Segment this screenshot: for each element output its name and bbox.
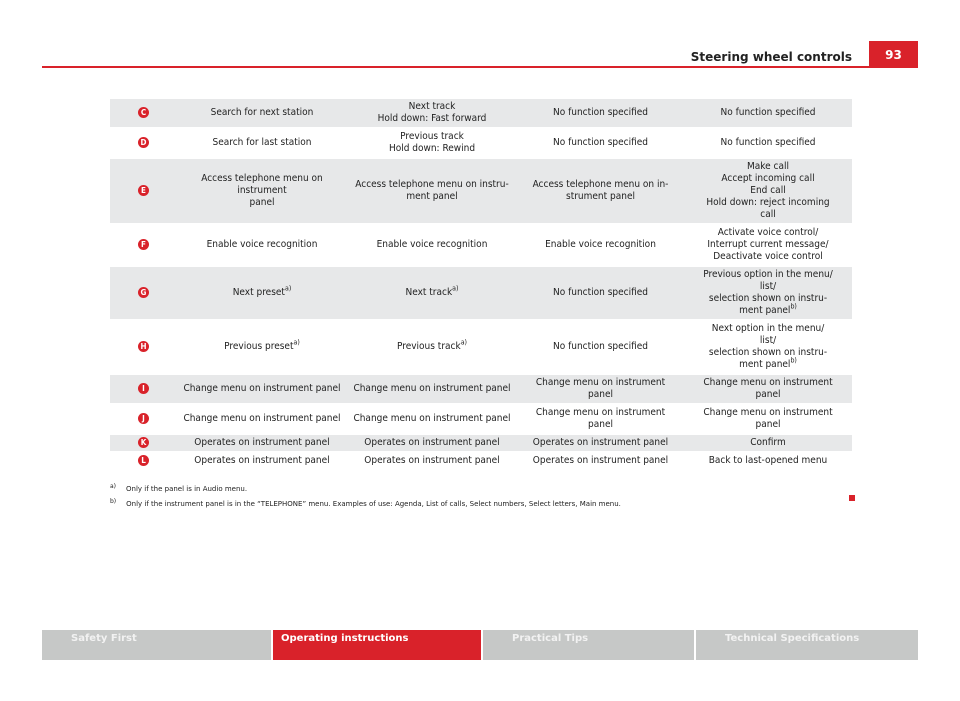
cell-line: Hold down: Fast forward — [377, 113, 487, 124]
cell-line: Search for last station — [212, 137, 312, 148]
cell-line: No function specified — [720, 107, 816, 118]
cell-line: No function specified — [553, 107, 648, 118]
table-cell — [177, 320, 347, 374]
cell-line: Access telephone menu on instrument — [201, 173, 323, 196]
key-cell — [110, 434, 177, 452]
cell-line: Back to last-opened menu — [708, 455, 828, 466]
table-cell — [684, 434, 852, 452]
table-cell — [177, 158, 347, 224]
cell-line: Operates on instrument panel — [532, 437, 669, 448]
cell-line: Operates on instrument panel — [194, 437, 330, 448]
cell-line: Access telephone menu on instru- — [355, 179, 509, 190]
key-badge-k: K — [138, 437, 149, 448]
cell-line: Change menu on instrument — [703, 407, 833, 418]
cell-line: panel — [588, 419, 613, 430]
key-badge-h: H — [138, 341, 149, 352]
cell-line: Next track — [408, 101, 456, 112]
table-cell — [517, 99, 684, 128]
table-cell — [177, 434, 347, 452]
table-cell — [517, 158, 684, 224]
cell-line: Next track — [405, 287, 453, 298]
cell-line: ment panel — [739, 359, 791, 370]
cell-line: Operates on instrument panel — [532, 455, 669, 466]
footnote-ref: a) — [293, 338, 300, 347]
cell-line: Change menu on instrument — [535, 407, 666, 418]
cell-line: Next preset — [232, 287, 285, 298]
footnote-text: Only if the panel is in Audio menu. — [126, 485, 248, 493]
footnote-ref: b) — [790, 302, 797, 311]
table-cell — [684, 404, 852, 434]
cell-line: panel — [249, 197, 275, 208]
table-cell — [684, 224, 852, 266]
table-cell — [347, 434, 517, 452]
table-cell — [347, 404, 517, 434]
key-cell — [110, 452, 177, 470]
cell-line: Change menu on instrument panel — [353, 413, 511, 424]
key-cell — [110, 320, 177, 374]
table-cell — [347, 452, 517, 470]
key-badge-j: J — [138, 413, 149, 424]
table-cell — [347, 158, 517, 224]
footnote-mark: b) — [110, 498, 117, 505]
table-row — [110, 128, 852, 158]
table-cell — [347, 374, 517, 404]
key-cell — [110, 128, 177, 158]
cell-line: Enable voice recognition — [206, 239, 318, 250]
table-row — [110, 434, 852, 452]
footer-tab-practical-tips[interactable]: Practical Tips — [483, 630, 694, 660]
table-row — [110, 404, 852, 434]
cell-line: Hold down: reject incoming — [706, 197, 830, 208]
cell-line: ment panel — [406, 191, 458, 202]
cell-line: panel — [755, 419, 781, 430]
key-badge-g: G — [138, 287, 149, 298]
footer-tab-safety-first[interactable]: Safety First — [42, 630, 271, 660]
table-cell — [684, 99, 852, 128]
page-header-title: Steering wheel controls — [690, 50, 852, 64]
cell-line: list/ — [759, 335, 777, 346]
footer-tab-operating-instructions[interactable]: Operating instructions — [273, 630, 481, 660]
table-cell — [177, 452, 347, 470]
cell-line: panel — [588, 389, 613, 400]
table-cell — [347, 320, 517, 374]
cell-line: selection shown on instru- — [708, 347, 828, 358]
key-cell — [110, 224, 177, 266]
cell-line: Previous track — [400, 131, 464, 142]
table-cell — [684, 452, 852, 470]
table-row — [110, 224, 852, 266]
cell-line: Interrupt current message/ — [707, 239, 829, 250]
cell-line: No function specified — [553, 341, 648, 352]
table-cell — [517, 320, 684, 374]
table-cell — [517, 434, 684, 452]
cell-line: End call — [750, 185, 786, 196]
cell-line: list/ — [759, 281, 777, 292]
footnote-ref: b) — [790, 356, 797, 365]
table-cell — [347, 266, 517, 320]
cell-line: Change menu on instrument — [703, 377, 833, 388]
table-cell — [517, 266, 684, 320]
table-cell — [347, 128, 517, 158]
key-badge-c: C — [138, 107, 149, 118]
cell-line: Hold down: Rewind — [388, 143, 476, 154]
cell-line: Access telephone menu on in- — [532, 179, 669, 190]
cell-line: call — [760, 209, 776, 220]
key-badge-i: I — [138, 383, 149, 394]
cell-line: No function specified — [553, 287, 648, 298]
table-cell — [517, 224, 684, 266]
table-row — [110, 99, 852, 128]
cell-line: Previous option in the menu/ — [703, 269, 833, 280]
table-cell — [347, 224, 517, 266]
key-cell — [110, 404, 177, 434]
cell-line: Confirm — [750, 437, 786, 448]
footnote-ref: a) — [452, 284, 459, 293]
table-row — [110, 374, 852, 404]
footnote-b — [110, 500, 621, 508]
table-cell — [517, 404, 684, 434]
table-row — [110, 266, 852, 320]
key-cell — [110, 374, 177, 404]
cell-line: Deactivate voice control — [713, 251, 823, 262]
page-number: 93 — [869, 41, 918, 68]
cell-line: No function specified — [720, 137, 816, 148]
table-cell — [517, 128, 684, 158]
key-cell — [110, 266, 177, 320]
cell-line: Previous track — [396, 341, 461, 352]
table-row — [110, 320, 852, 374]
footnote-ref: a) — [460, 338, 468, 347]
cell-line: Change menu on instrument panel — [183, 413, 341, 424]
table-cell — [177, 128, 347, 158]
table-cell — [684, 266, 852, 320]
table-cell — [684, 158, 852, 224]
cell-line: Enable voice recognition — [545, 239, 656, 250]
cell-line: Make call — [747, 161, 789, 172]
cell-line: selection shown on instru- — [708, 293, 828, 304]
cell-line: Search for next station — [210, 107, 314, 118]
footnote-mark: a) — [110, 483, 117, 490]
table-cell — [177, 99, 347, 128]
header-rule — [42, 66, 918, 68]
cell-line: Activate voice control/ — [717, 227, 819, 238]
table-cell — [517, 452, 684, 470]
cell-line: Enable voice recognition — [376, 239, 488, 250]
table-cell — [177, 224, 347, 266]
table-cell — [684, 320, 852, 374]
cell-line: Change menu on instrument panel — [353, 383, 511, 394]
footnote-a — [110, 485, 247, 493]
footer-tab-technical-specifications[interactable]: Technical Specifications — [696, 630, 918, 660]
cell-line: strument panel — [566, 191, 635, 202]
table-cell — [517, 374, 684, 404]
key-badge-l: L — [138, 455, 149, 466]
cell-line: Previous preset — [224, 341, 294, 352]
key-cell — [110, 158, 177, 224]
table-cell — [177, 404, 347, 434]
end-marker — [849, 495, 855, 501]
key-cell — [110, 99, 177, 128]
cell-line: No function specified — [553, 137, 648, 148]
key-badge-e: E — [138, 185, 149, 196]
table-cell — [177, 374, 347, 404]
cell-line: Change menu on instrument — [535, 377, 666, 388]
cell-line: Operates on instrument panel — [364, 437, 500, 448]
key-badge-f: F — [138, 239, 149, 250]
controls-table — [110, 99, 852, 471]
cell-line: ment panel — [739, 305, 791, 316]
key-badge-d: D — [138, 137, 149, 148]
cell-line: Change menu on instrument panel — [183, 383, 341, 394]
cell-line: Accept incoming call — [721, 173, 815, 184]
cell-line: Operates on instrument panel — [194, 455, 330, 466]
footnote-text: Only if the instrument panel is in the “TELEPHONE” menu. Examples of use: Agenda, List of calls, Select numbers, Select letters, Main menu. — [126, 500, 621, 508]
table-row — [110, 158, 852, 224]
table-cell — [684, 374, 852, 404]
table-cell — [177, 266, 347, 320]
table-cell — [684, 128, 852, 158]
cell-line: Next option in the menu/ — [711, 323, 825, 334]
footer-nav — [42, 630, 918, 660]
cell-line: Operates on instrument panel — [364, 455, 500, 466]
table-cell — [347, 99, 517, 128]
table-row — [110, 452, 852, 470]
footnote-ref: a) — [284, 284, 292, 293]
cell-line: panel — [755, 389, 781, 400]
